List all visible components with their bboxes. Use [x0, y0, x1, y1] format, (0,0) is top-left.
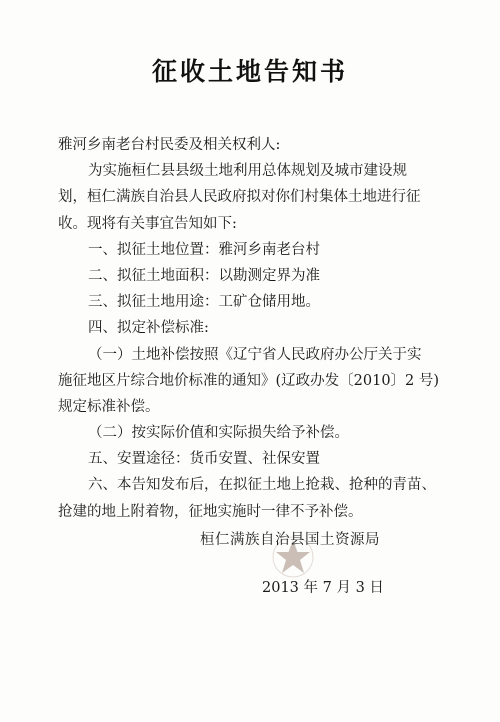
paragraph-line: 三、拟征土地用途：工矿仓储用地。: [88, 294, 320, 311]
paragraph-line: （二）按实际价值和实际损失给予补偿。: [88, 425, 349, 442]
paragraph-line: 抢建的地上附着物，征地实施时一律不予补偿。: [58, 503, 363, 520]
document-body: [58, 132, 488, 525]
paragraph-line: 四、拟定补偿标准:: [88, 320, 209, 337]
paragraph-line: 规定标准补偿。: [58, 398, 160, 415]
document-title: 征收土地告知书: [151, 57, 348, 86]
issue-date: 2013 年 7 月 3 日: [262, 580, 384, 596]
paragraph-line: 六、本告知发布后，在拟征土地上抢栽、抢种的青苗、: [88, 477, 436, 494]
paragraph-line: 施征地区片综合地价标准的通知》(辽政办发〔2010〕2 号): [58, 372, 440, 389]
salutation: 雅河乡南老台村民委及相关权利人:: [58, 137, 281, 153]
paragraph-line: 划，桓仁满族自治县人民政府拟对你们村集体土地进行征: [58, 189, 421, 206]
paragraph-line: 收。现将有关事宜告知如下:: [58, 215, 237, 232]
paragraph-line: 二、拟征土地面积：以勘测定界为准: [88, 267, 320, 284]
paragraph-line: 五、安置途径：货币安置、社保安置: [88, 451, 320, 468]
paragraph-line: 为实施桓仁县县级土地利用总体规划及城市建设规: [88, 163, 407, 180]
paragraph-line: 一、拟征土地位置：雅河乡南老台村: [88, 241, 320, 258]
paragraph-line: （一）土地补偿按照《辽宁省人民政府办公厅关于实: [88, 346, 422, 363]
issuer-name: 桓仁满族自治县国土资源局: [200, 532, 380, 548]
